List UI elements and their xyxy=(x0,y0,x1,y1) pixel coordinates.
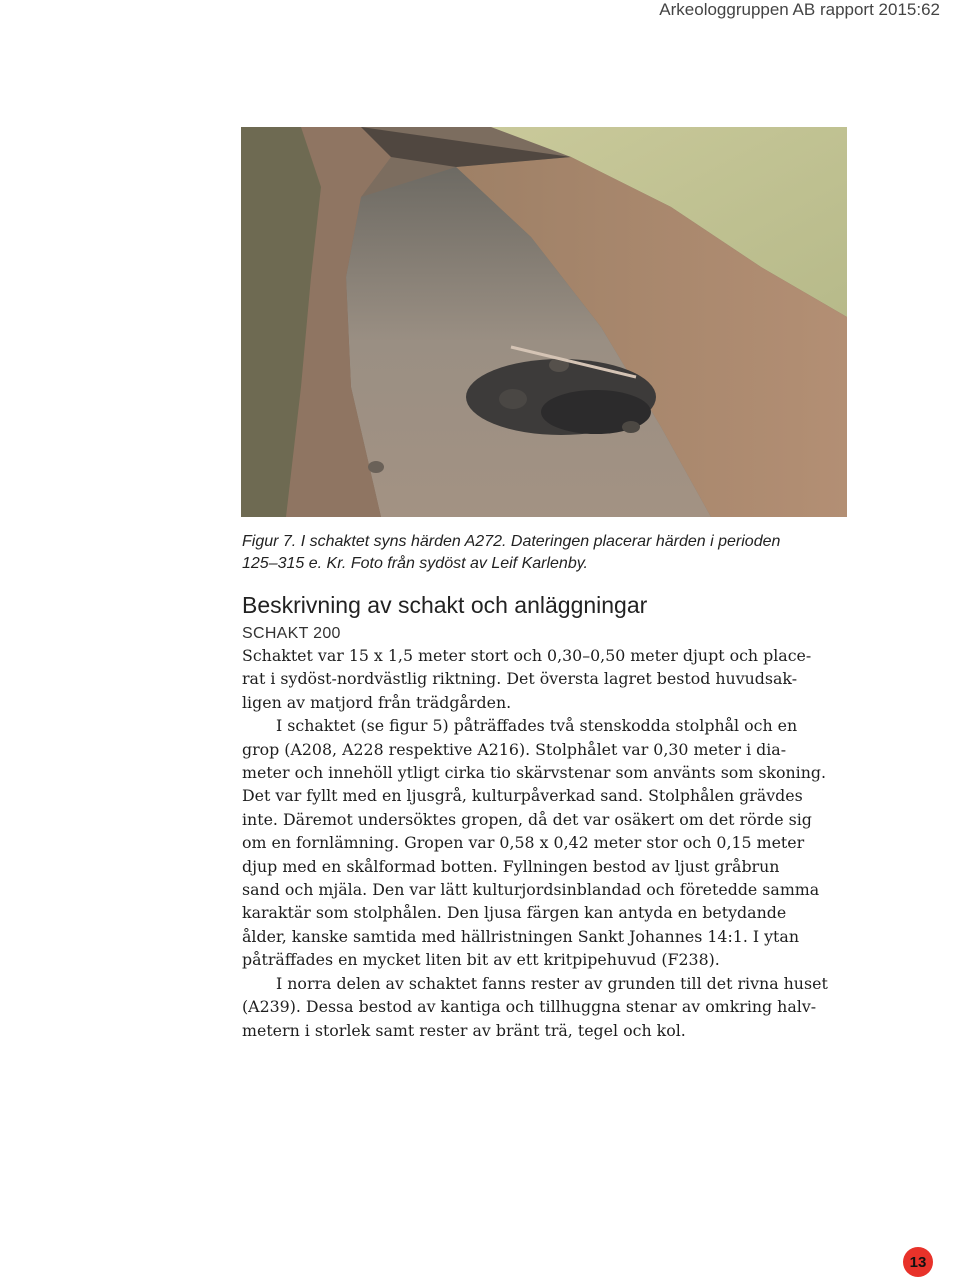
body-line: I norra delen av schaktet fanns rester av grunden till det rivna huset xyxy=(276,973,828,993)
body-line: I schaktet (se figur 5) påträffades två stenskodda stolphål och en xyxy=(276,716,798,736)
section-subheading: SCHAKT 200 xyxy=(242,625,341,642)
body-line: påträffades en mycket liten bit av ett kritpipehuvud (F238). xyxy=(242,950,720,970)
body-line: grop (A208, A228 respektive A216). Stolphålet var 0,30 meter i dia- xyxy=(242,739,787,759)
excavation-photo xyxy=(241,127,847,517)
running-header: Arkeologgruppen AB rapport 2015:62 xyxy=(659,0,940,19)
body-line: Schaktet var 15 x 1,5 meter stort och 0,30–0,50 meter djupt och place- xyxy=(242,646,812,665)
body-line: metern i storlek samt rester av bränt trä, tegel och kol. xyxy=(242,1020,686,1040)
caption-line: Figur 7. I schaktet syns härden A272. Dateringen placerar härden i perioden xyxy=(242,533,781,550)
body-line: karaktär som stolphålen. Den ljusa färgen kan antyda en betydande xyxy=(242,903,787,923)
caption-line: 125–315 e. Kr. Foto från sydöst av Leif Karlenby. xyxy=(242,555,588,572)
section-heading: Beskrivning av schakt och anläggningar xyxy=(242,592,648,618)
body-line: rat i sydöst-nordvästlig riktning. Det översta lagret bestod huvudsak- xyxy=(242,669,798,689)
body-line: ligen av matjord från trädgården. xyxy=(242,692,512,712)
body-line: ålder, kanske samtida med hällristningen Sankt Johannes 14:1. I ytan xyxy=(242,926,799,946)
page-number-badge: 13 xyxy=(903,1247,933,1277)
body-line: meter och innehöll ytligt cirka tio skärvstenar som använts som skoning. xyxy=(242,763,827,783)
figure-caption xyxy=(242,531,847,575)
body-line: Det var fyllt med en ljusgrå, kulturpåverkad sand. Stolphålen grävdes xyxy=(242,786,803,806)
body-text xyxy=(242,644,848,1042)
body-line: inte. Däremot undersöktes gropen, då det var osäkert om det rörde sig xyxy=(242,809,812,829)
body-line: (A239). Dessa bestod av kantiga och tillhuggna stenar av omkring halv- xyxy=(242,997,817,1017)
body-line: om en fornlämning. Gropen var 0,58 x 0,42 meter stor och 0,15 meter xyxy=(242,833,805,853)
body-line: sand och mjäla. Den var lätt kulturjordsinblandad och företedde samma xyxy=(242,880,820,900)
body-line: djup med en skålformad botten. Fyllningen bestod av ljust gråbrun xyxy=(242,856,780,876)
